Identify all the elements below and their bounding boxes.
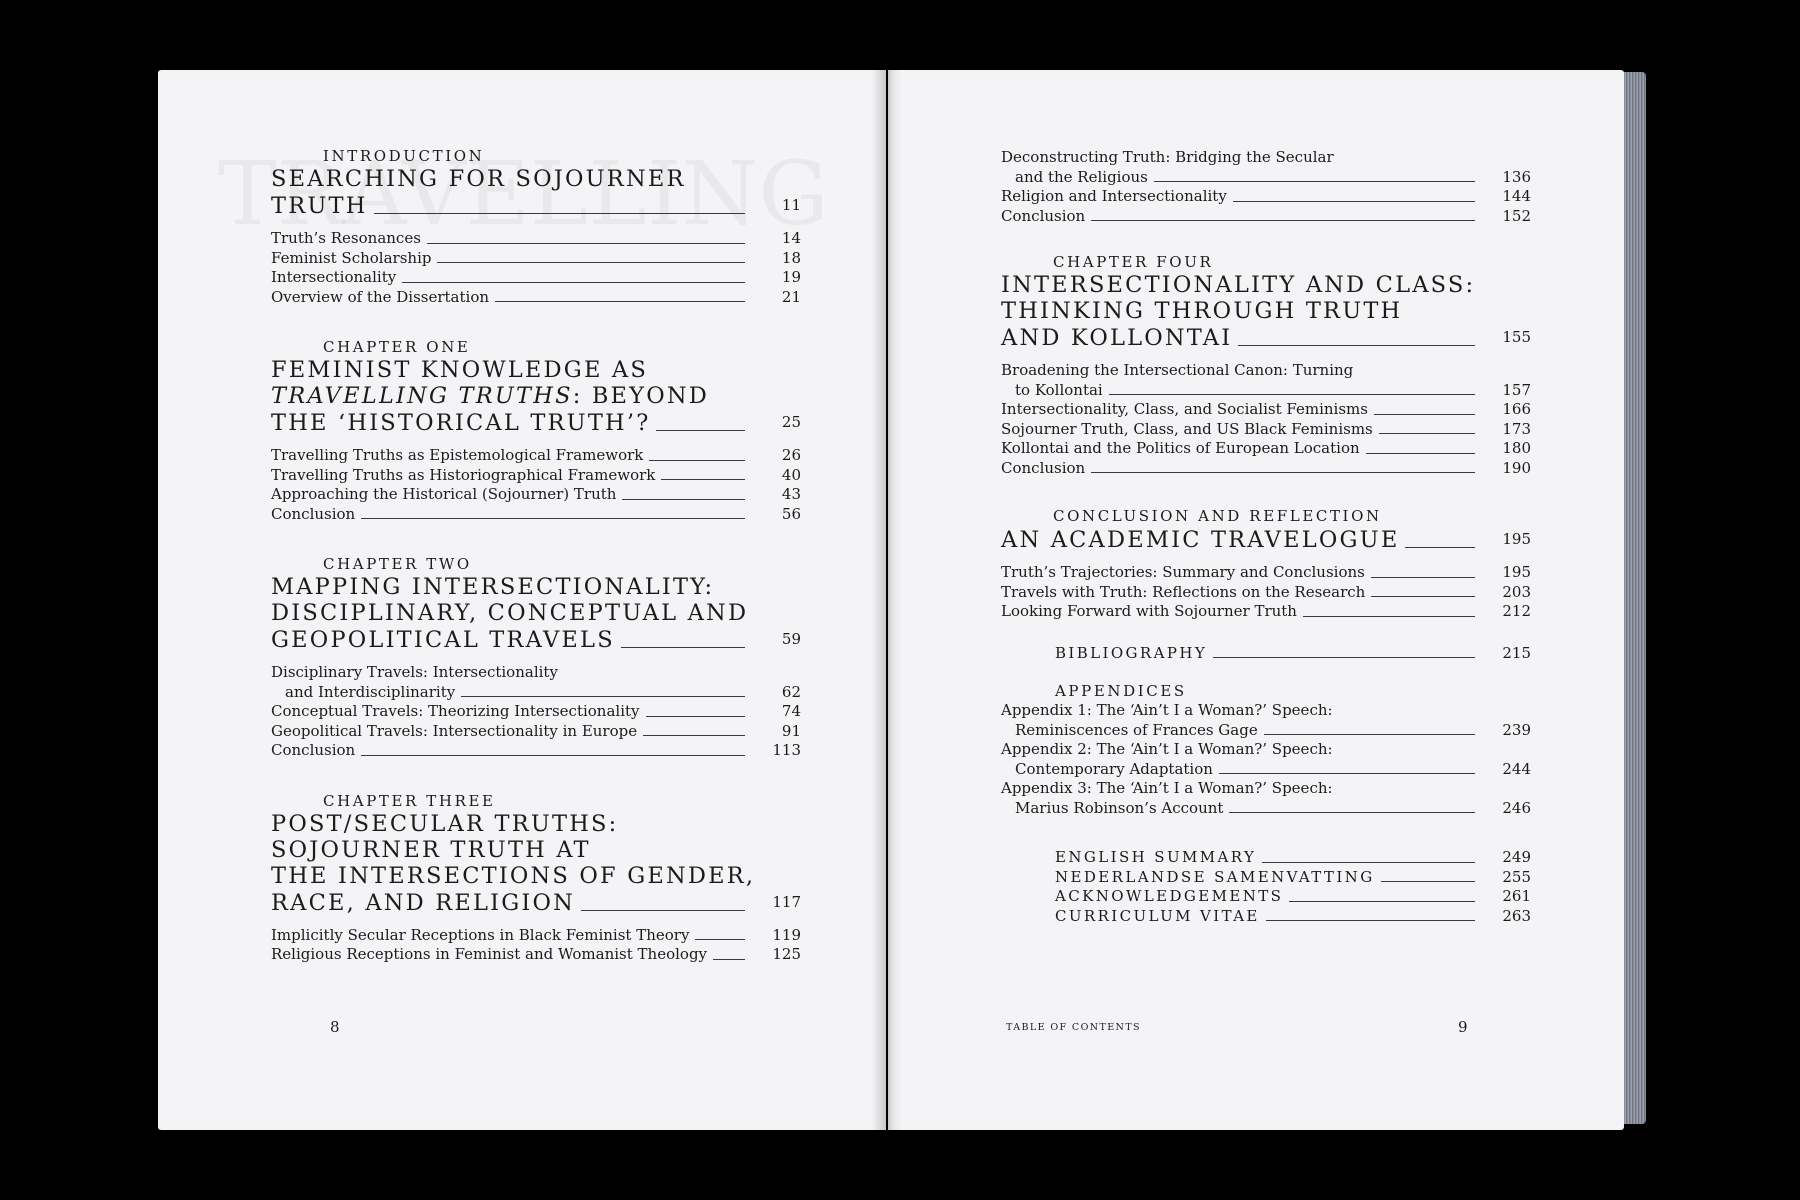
page-number: 56 (781, 504, 801, 523)
page-number: 136 (1502, 167, 1531, 186)
dot-leader (622, 499, 745, 500)
page-folio: 8 (330, 1018, 340, 1036)
toc-entry[interactable] (1055, 887, 1531, 907)
page-number: 239 (1502, 720, 1531, 739)
toc-entry[interactable] (1001, 721, 1531, 741)
dot-leader (1219, 773, 1475, 774)
dot-leader (427, 243, 745, 244)
running-head: TABLE OF CONTENTS (1006, 1022, 1141, 1033)
dot-leader (1374, 414, 1475, 415)
entry-title: Conclusion (271, 504, 356, 523)
section-bibliography (1001, 644, 1531, 664)
entry-title: Implicitly Secular Receptions in Black Feminist Theory (271, 925, 690, 944)
section-chapter-one (271, 337, 801, 524)
page-number: 244 (1502, 759, 1531, 778)
page-number: 157 (1502, 380, 1531, 399)
dot-leader (1371, 577, 1475, 578)
dot-leader (1366, 453, 1475, 454)
dot-leader (1109, 394, 1475, 395)
toc-entry[interactable] (271, 741, 801, 761)
section-title-last[interactable] (1001, 324, 1531, 351)
toc-entry[interactable] (271, 466, 801, 486)
section-title-line: AN ACADEMIC TRAVELOGUE (1001, 527, 1400, 553)
section-title-line: THINKING THROUGH TRUTH (1001, 298, 1403, 324)
toc-entry[interactable] (1001, 799, 1531, 819)
toc-left-column (271, 146, 801, 995)
dot-leader (1303, 616, 1475, 617)
toc-entry[interactable] (1001, 400, 1531, 420)
section-title-last[interactable] (271, 409, 801, 436)
entry-title[interactable]: Broadening the Intersectional Canon: Turning (1001, 361, 1354, 379)
title-rest: : BEYOND (572, 383, 710, 409)
entry-title: Overview of the Dissertation (271, 287, 490, 306)
toc-entry[interactable] (1001, 439, 1531, 459)
section-title-line: DISCIPLINARY, CONCEPTUAL AND (271, 600, 749, 626)
section-title-line: GEOPOLITICAL TRAVELS (271, 627, 615, 653)
dot-leader (1381, 881, 1475, 882)
entry-title: and the Religious (1015, 167, 1148, 186)
section-title-last[interactable] (271, 626, 801, 653)
page-number: 40 (781, 465, 801, 484)
section-title-last[interactable] (1001, 526, 1531, 553)
entry-title: Looking Forward with Sojourner Truth (1001, 602, 1297, 620)
italic-title: TRAVELLING TRUTHS (271, 383, 573, 409)
dot-leader (437, 262, 745, 263)
page-number: 255 (1502, 867, 1531, 886)
dot-leader (656, 430, 745, 431)
page-number: 195 (1502, 530, 1531, 548)
dot-leader (1213, 657, 1475, 658)
dot-leader (661, 479, 745, 480)
toc-entry[interactable] (1001, 207, 1531, 227)
page-number: 43 (781, 485, 801, 503)
left-page (158, 70, 886, 1130)
entry-title: CURRICULUM VITAE (1055, 906, 1260, 925)
page-number: 212 (1502, 602, 1531, 620)
dot-leader (1091, 472, 1475, 473)
toc-entry[interactable] (271, 288, 801, 308)
toc-entry[interactable] (271, 683, 801, 703)
entry-title: Kollontai and the Politics of European Location (1001, 439, 1360, 457)
entry-title: Reminiscences of Frances Gage (1015, 720, 1258, 739)
toc-entry[interactable] (1001, 187, 1531, 207)
page-number: 125 (772, 945, 801, 963)
entry-list (1001, 563, 1531, 622)
page-number: 113 (772, 741, 801, 759)
dot-leader (361, 518, 745, 519)
entry-title[interactable]: Disciplinary Travels: Intersectionality (271, 663, 558, 681)
section-title-line: AND KOLLONTAI (1001, 325, 1233, 351)
dot-leader (1289, 901, 1475, 902)
page-number: 62 (781, 682, 801, 701)
toc-entry[interactable] (1001, 381, 1531, 401)
section-label: CHAPTER FOUR (1053, 253, 1214, 271)
section-label: INTRODUCTION (323, 147, 485, 165)
dot-leader (1238, 345, 1475, 346)
toc-entry[interactable] (1001, 563, 1531, 583)
page-number: 246 (1502, 798, 1531, 817)
dot-leader (1262, 862, 1475, 863)
section-title-line: SOJOURNER TRUTH AT (271, 836, 591, 863)
entry-title: Intersectionality, Class, and Socialist Feminisms (1001, 400, 1368, 418)
entry-title: BIBLIOGRAPHY (1055, 643, 1208, 662)
entry-title[interactable]: Deconstructing Truth: Bridging the Secular (1001, 148, 1334, 166)
dot-leader (1266, 920, 1475, 921)
entry-title[interactable]: Appendix 3: The ‘Ain’t I a Woman?’ Speech: (1001, 779, 1333, 797)
entry-title: Travels with Truth: Reflections on the Research (1001, 582, 1366, 601)
page-number: 21 (781, 287, 801, 306)
entry-title: Truth’s Resonances (271, 229, 421, 247)
toc-entry[interactable] (271, 446, 801, 466)
section-chapter-three-continued (1001, 148, 1531, 226)
section-label: CHAPTER THREE (323, 791, 496, 810)
section-title-line (271, 383, 801, 409)
entry-title[interactable]: Appendix 1: The ‘Ain’t I a Woman?’ Speech: (1001, 701, 1333, 719)
dot-leader (646, 716, 746, 717)
dot-leader (649, 460, 745, 461)
entry-title: Religious Receptions in Feminist and Womanist Theology (271, 945, 708, 963)
dot-leader (621, 647, 745, 648)
dot-leader (1264, 734, 1475, 735)
entry-title: Intersectionality (271, 268, 397, 286)
page-number: 155 (1502, 328, 1531, 346)
entry-title: and Interdisciplinarity (285, 682, 456, 701)
toc-entry[interactable] (1001, 420, 1531, 440)
page-number: 263 (1502, 906, 1531, 925)
dot-leader (1091, 220, 1475, 221)
page-number: 19 (781, 268, 801, 286)
dot-leader (402, 282, 745, 283)
page-number: 25 (781, 413, 801, 431)
page-number: 59 (781, 630, 801, 648)
entry-title: Approaching the Historical (Sojourner) Truth (271, 485, 617, 503)
page-number: 215 (1502, 643, 1531, 662)
toc-entry[interactable] (1001, 760, 1531, 780)
toc-entry[interactable] (1001, 583, 1531, 603)
entry-title: Travelling Truths as Epistemological Framework (271, 446, 644, 464)
toc-entry[interactable] (271, 485, 801, 505)
page-number: 91 (781, 721, 801, 740)
toc-entry[interactable] (271, 702, 801, 722)
section-chapter-three (271, 791, 801, 965)
section-title-line: POST/SECULAR TRUTHS: (271, 810, 619, 837)
section-appendices (1001, 681, 1531, 818)
page-number: 166 (1502, 400, 1531, 418)
entry-list (1001, 361, 1531, 478)
page-edges (1622, 72, 1646, 1124)
entry-title: Truth’s Trajectories: Summary and Conclusions (1001, 563, 1365, 581)
dot-leader (1229, 812, 1475, 813)
entry-title: Religion and Intersectionality (1001, 187, 1227, 205)
toc-right-column (1001, 148, 1531, 956)
entry-list (271, 229, 801, 307)
toc-entry[interactable] (271, 268, 801, 288)
section-back-matter (1001, 848, 1531, 926)
page-number: 152 (1502, 206, 1531, 225)
toc-entry[interactable] (271, 722, 801, 742)
section-conclusion (1001, 506, 1531, 622)
section-title-last[interactable] (271, 889, 801, 916)
toc-entry[interactable] (1001, 459, 1531, 479)
dot-leader (581, 910, 745, 911)
section-title-line: THE ‘HISTORICAL TRUTH’? (271, 410, 651, 436)
section-title-line: THE INTERSECTIONS OF GENDER, (271, 862, 756, 889)
toc-entry[interactable] (1001, 602, 1531, 622)
page-number: 190 (1502, 458, 1531, 477)
section-title-last[interactable] (271, 192, 801, 219)
section-label: APPENDICES (1055, 682, 1187, 700)
toc-entry[interactable] (271, 926, 801, 946)
page-number: 117 (772, 892, 801, 911)
dot-leader (361, 755, 745, 756)
dot-leader (1379, 433, 1475, 434)
entry-list (271, 663, 801, 761)
toc-entry[interactable] (1055, 907, 1531, 927)
page-number: 180 (1502, 439, 1531, 457)
page-number: 173 (1502, 419, 1531, 438)
toc-entry[interactable] (271, 505, 801, 525)
toc-entry[interactable] (1001, 168, 1531, 188)
section-chapter-four (1001, 252, 1531, 478)
page-number: 26 (781, 446, 801, 464)
entry-title: Travelling Truths as Historiographical Framework (271, 465, 656, 484)
dot-leader (713, 959, 745, 960)
entry-title: ENGLISH SUMMARY (1055, 848, 1257, 866)
section-title-line: FEMINIST KNOWLEDGE AS (271, 357, 648, 383)
section-title-line: INTERSECTIONALITY AND CLASS: (1001, 272, 1476, 298)
dot-leader (1233, 201, 1475, 202)
entry-list (271, 446, 801, 524)
section-chapter-two (271, 554, 801, 761)
entry-title: ACKNOWLEDGEMENTS (1055, 887, 1284, 905)
page-folio: 9 (1458, 1018, 1468, 1036)
toc-entry[interactable] (271, 945, 801, 965)
toc-entry[interactable] (271, 249, 801, 269)
section-label: CHAPTER TWO (323, 555, 472, 573)
section-label: CHAPTER ONE (323, 338, 471, 356)
entry-title: to Kollontai (1015, 380, 1103, 399)
toc-entry[interactable] (1055, 868, 1531, 888)
section-title-line: RACE, AND RELIGION (271, 889, 576, 916)
toc-entry[interactable] (1055, 644, 1531, 664)
dot-leader (643, 735, 745, 736)
page-number: 195 (1502, 563, 1531, 581)
page-number: 249 (1502, 848, 1531, 866)
entry-title: Feminist Scholarship (271, 248, 432, 267)
dot-leader (1371, 596, 1475, 597)
entry-title: Conclusion (271, 741, 356, 759)
entry-title: Marius Robinson’s Account (1015, 798, 1224, 817)
toc-entry[interactable] (1055, 848, 1531, 868)
dot-leader (461, 696, 745, 697)
entry-title: NEDERLANDSE SAMENVATTING (1055, 867, 1375, 886)
dot-leader (1405, 547, 1475, 548)
page-number: 74 (781, 702, 801, 720)
page-number: 11 (781, 196, 801, 214)
section-label: CONCLUSION AND REFLECTION (1053, 507, 1382, 525)
toc-entry[interactable] (271, 229, 801, 249)
entry-title: Conclusion (1001, 206, 1086, 225)
right-page (888, 70, 1624, 1130)
page-number: 144 (1502, 187, 1531, 205)
dot-leader (1154, 181, 1475, 182)
dot-leader (495, 301, 745, 302)
dot-leader (695, 939, 745, 940)
page-number: 18 (781, 248, 801, 267)
entry-title: Conceptual Travels: Theorizing Intersectionality (271, 702, 640, 720)
entry-title: Sojourner Truth, Class, and US Black Feminisms (1001, 419, 1373, 438)
section-title-line: SEARCHING FOR SOJOURNER (271, 166, 686, 192)
entry-title: Geopolitical Travels: Intersectionality in Europe (271, 721, 638, 740)
entry-title[interactable]: Appendix 2: The ‘Ain’t I a Woman?’ Speech: (1001, 740, 1333, 758)
page-number: 14 (781, 229, 801, 247)
page-number: 203 (1502, 582, 1531, 601)
dot-leader (374, 213, 745, 214)
section-title-line: MAPPING INTERSECTIONALITY: (271, 574, 715, 600)
page-number: 261 (1502, 887, 1531, 905)
section-title-line: TRUTH (271, 193, 368, 219)
entry-title: Conclusion (1001, 458, 1086, 477)
entry-list (271, 926, 801, 965)
entry-title: Contemporary Adaptation (1015, 759, 1213, 778)
section-introduction (271, 146, 801, 307)
page-number: 119 (772, 925, 801, 944)
